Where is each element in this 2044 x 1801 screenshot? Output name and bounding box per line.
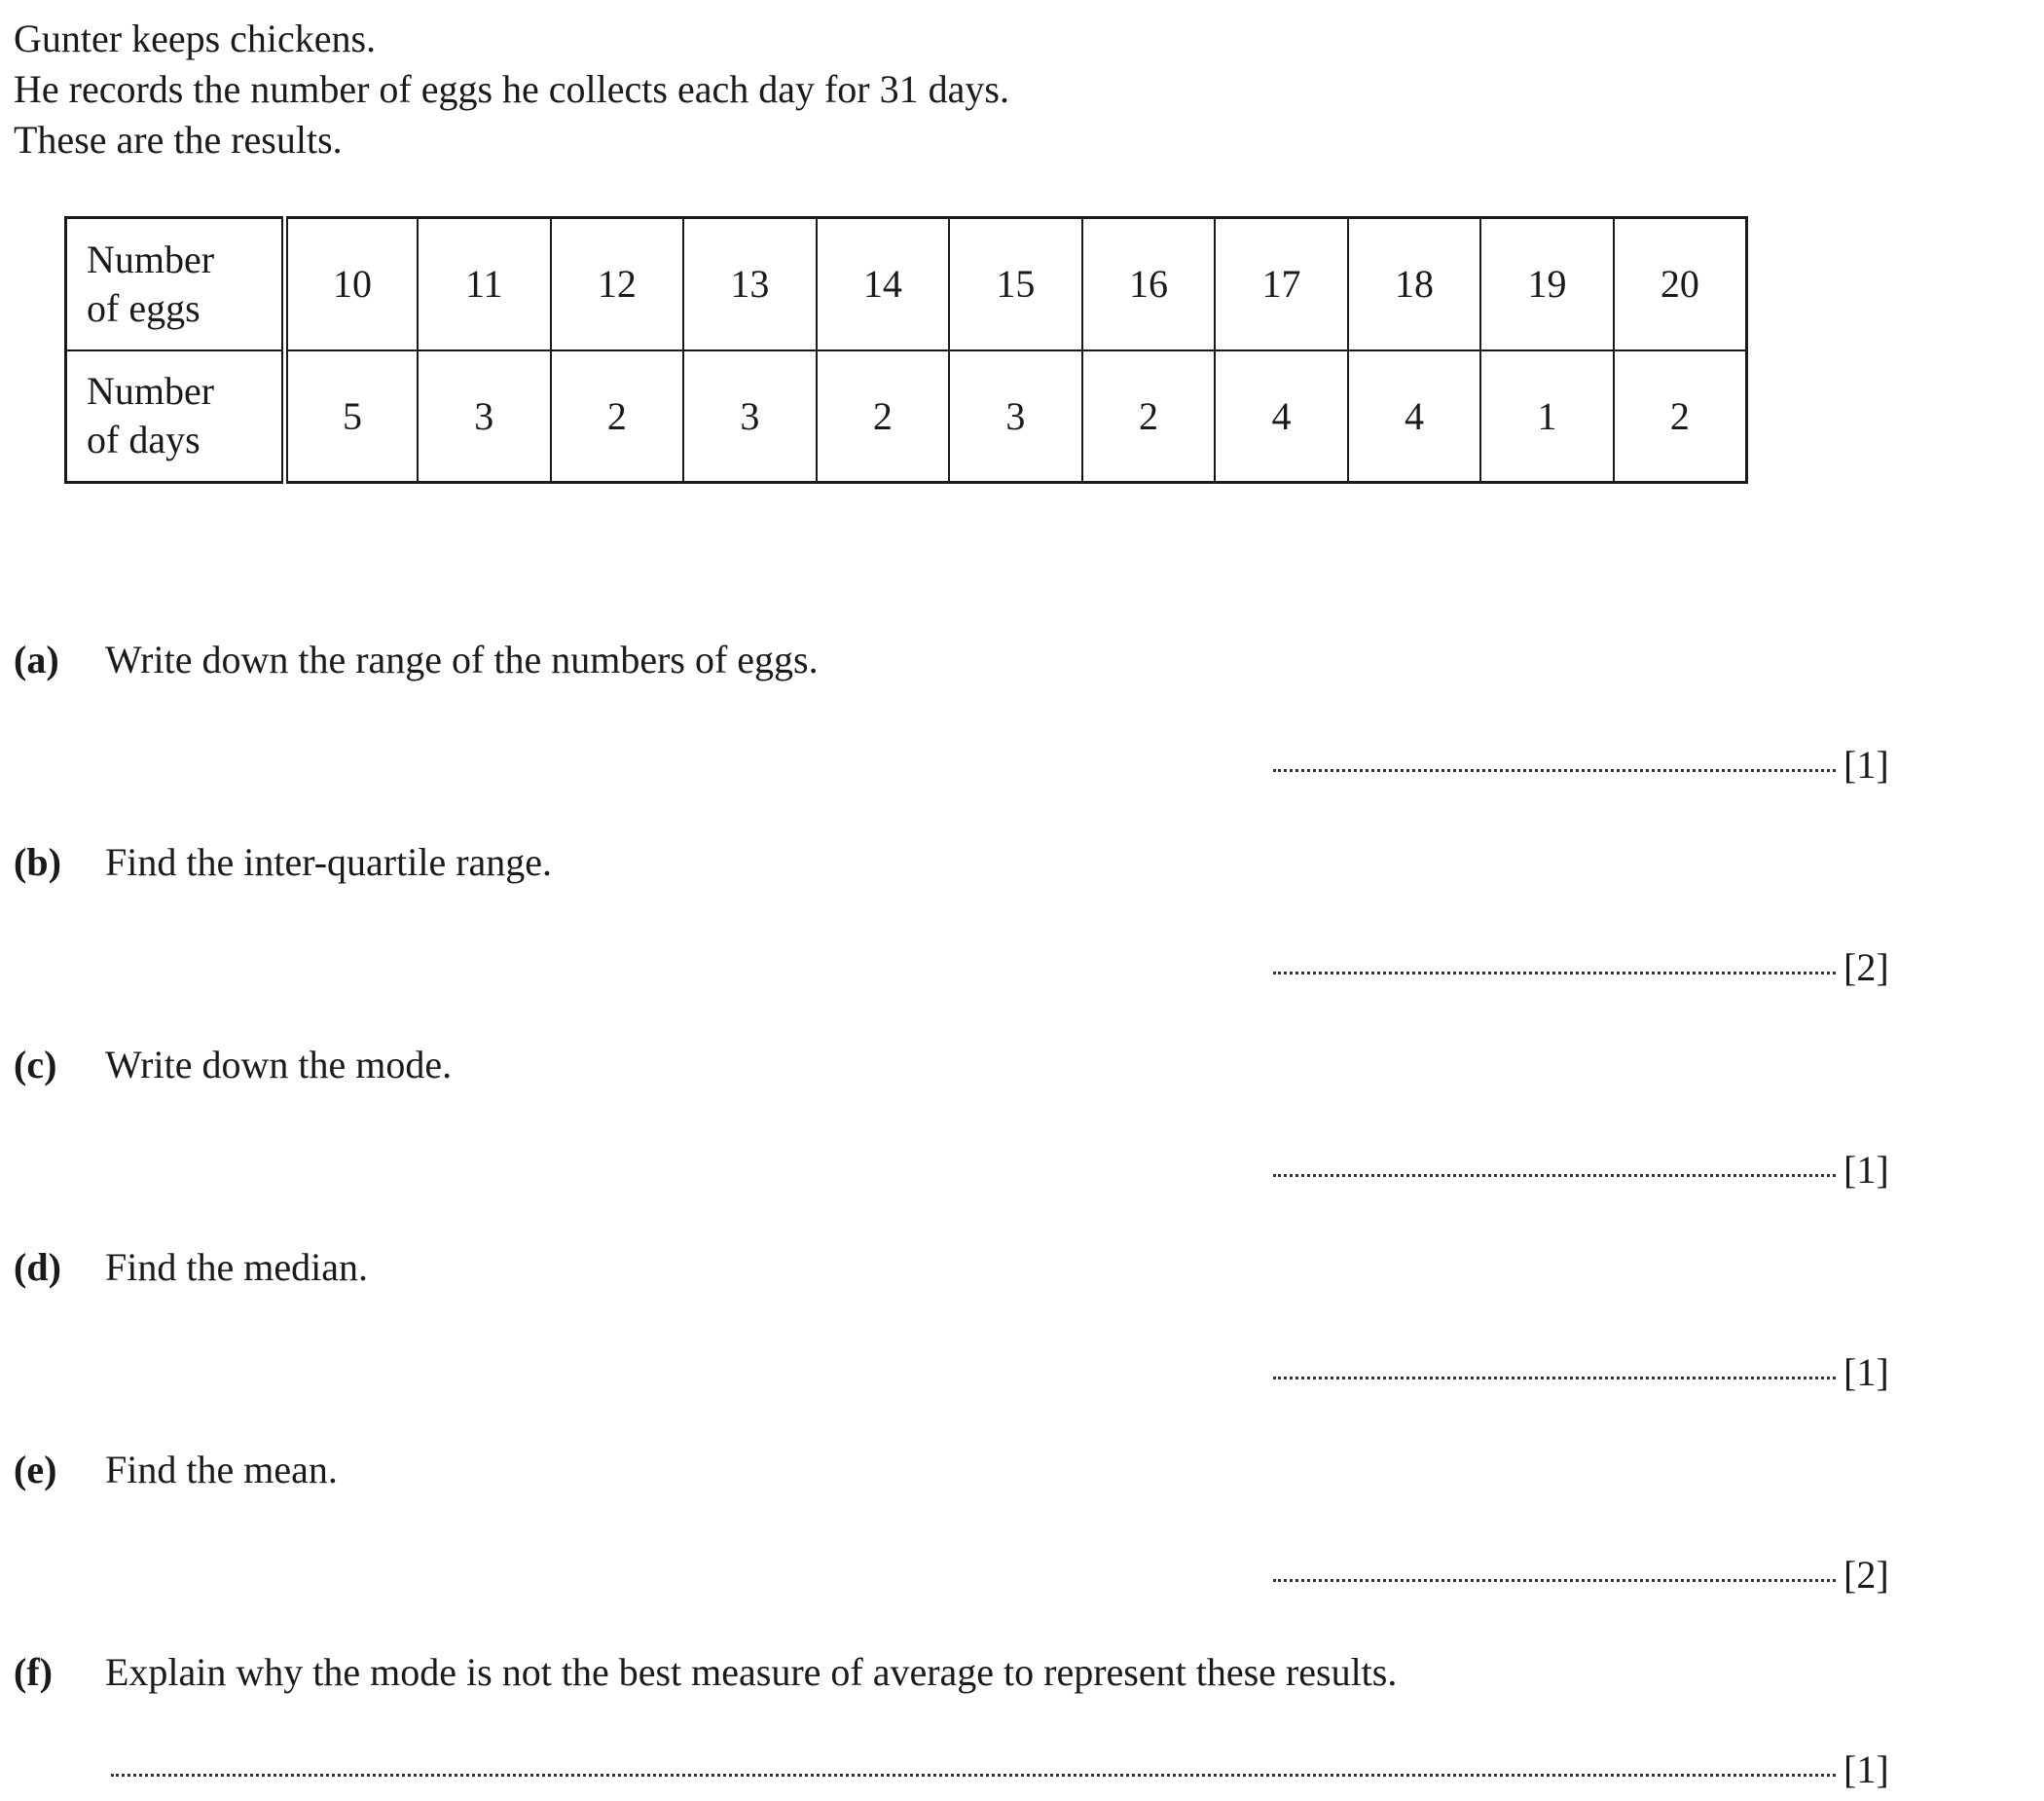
marks-a: [1] xyxy=(1843,743,1889,787)
answer-line-f[interactable] xyxy=(111,1746,1889,1792)
days-row-header: Number of days xyxy=(66,350,285,483)
intro-line-1: Gunter keeps chickens. xyxy=(14,17,377,60)
days-cell: 3 xyxy=(418,350,551,483)
eggs-cell: 20 xyxy=(1614,218,1747,350)
days-cell: 4 xyxy=(1348,350,1481,483)
answer-line-e[interactable] xyxy=(1273,1552,1889,1598)
answer-line-c[interactable] xyxy=(1273,1147,1889,1193)
answer-dots[interactable] xyxy=(1273,1174,1836,1177)
days-cell: 2 xyxy=(817,350,950,483)
eggs-row-header: Number of eggs xyxy=(66,218,285,350)
eggs-cell: 13 xyxy=(683,218,817,350)
question-b-label: (b) xyxy=(14,840,61,884)
intro-line-2: He records the number of eggs he collects each day for 31 days. xyxy=(14,67,1009,111)
days-cell: 2 xyxy=(1614,350,1747,483)
days-cell: 3 xyxy=(683,350,817,483)
question-a xyxy=(14,637,819,682)
answer-dots[interactable] xyxy=(1273,1377,1836,1379)
eggs-row xyxy=(66,218,1747,350)
marks-f: [1] xyxy=(1843,1747,1889,1791)
answer-dots[interactable] xyxy=(111,1774,1836,1777)
answer-dots[interactable] xyxy=(1273,769,1836,772)
days-cell: 5 xyxy=(285,350,419,483)
eggs-cell: 11 xyxy=(418,218,551,350)
question-e-label: (e) xyxy=(14,1448,57,1491)
days-cell: 2 xyxy=(551,350,684,483)
eggs-cell: 10 xyxy=(285,218,419,350)
question-intro xyxy=(14,14,1009,165)
question-d xyxy=(14,1244,368,1290)
eggs-cell: 15 xyxy=(949,218,1082,350)
answer-dots[interactable] xyxy=(1273,972,1836,974)
question-e xyxy=(14,1447,338,1492)
eggs-cell: 12 xyxy=(551,218,684,350)
question-f xyxy=(14,1649,1397,1695)
marks-e: [2] xyxy=(1843,1553,1889,1597)
days-cell: 2 xyxy=(1082,350,1216,483)
question-c xyxy=(14,1042,452,1087)
answer-line-b[interactable] xyxy=(1273,944,1889,990)
question-a-label: (a) xyxy=(14,638,59,681)
question-f-text: Explain why the mode is not the best measure of average to represent these results. xyxy=(105,1650,1398,1694)
intro-line-3: These are the results. xyxy=(14,118,343,162)
question-c-text: Write down the mode. xyxy=(105,1043,453,1086)
days-row xyxy=(66,350,1747,483)
marks-d: [1] xyxy=(1843,1350,1889,1394)
question-e-text: Find the mean. xyxy=(105,1448,338,1491)
answer-dots[interactable] xyxy=(1273,1579,1836,1582)
question-d-text: Find the median. xyxy=(105,1245,368,1289)
eggs-cell: 18 xyxy=(1348,218,1481,350)
marks-c: [1] xyxy=(1843,1148,1889,1192)
answer-line-d[interactable] xyxy=(1273,1349,1889,1395)
question-d-label: (d) xyxy=(14,1245,61,1289)
results-table xyxy=(64,216,1748,484)
question-b-text: Find the inter-quartile range. xyxy=(105,840,553,884)
question-f-label: (f) xyxy=(14,1650,53,1694)
eggs-cell: 16 xyxy=(1082,218,1216,350)
eggs-cell: 17 xyxy=(1215,218,1348,350)
question-a-text: Write down the range of the numbers of eggs. xyxy=(105,638,819,681)
days-cell: 1 xyxy=(1480,350,1614,483)
marks-b: [2] xyxy=(1843,945,1889,989)
days-cell: 3 xyxy=(949,350,1082,483)
eggs-cell: 14 xyxy=(817,218,950,350)
eggs-cell: 19 xyxy=(1480,218,1614,350)
days-cell: 4 xyxy=(1215,350,1348,483)
question-b xyxy=(14,839,552,885)
answer-line-a[interactable] xyxy=(1273,742,1889,788)
question-c-label: (c) xyxy=(14,1043,57,1086)
